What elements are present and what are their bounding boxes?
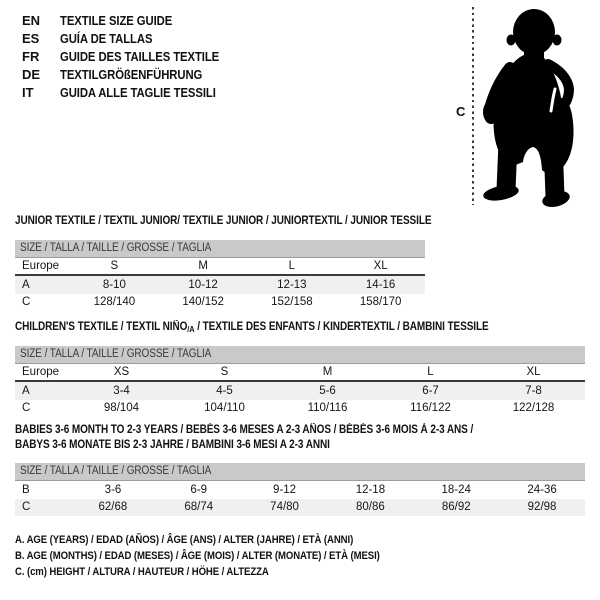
- language-row-de: [22, 65, 243, 83]
- children-title-subscript: /A: [187, 323, 195, 334]
- language-row-en: [22, 12, 243, 30]
- footnote-a: [15, 532, 434, 548]
- language-code: ES: [22, 31, 40, 47]
- row-label: C: [22, 296, 31, 309]
- size-cell: 8-10: [102, 278, 126, 291]
- size-header-text: SIZE / TALLA / TAILLE / GRÖSSE / TAGLIA: [20, 348, 212, 360]
- size-cell: 3-6: [104, 483, 122, 496]
- language-row-es: [22, 30, 243, 48]
- footnote-b-text: B. AGE (MONTHS) / EDAD (MESES) / ÂGE (MOIS) / ALTER (MONATE) / ETÀ (MESI): [15, 550, 380, 562]
- language-code: IT: [22, 84, 34, 100]
- row-label: A: [22, 384, 30, 397]
- junior-row-europe: [15, 258, 425, 276]
- size-cell: 7-8: [525, 384, 542, 397]
- children-size-table: [15, 346, 585, 417]
- toddler-silhouette-icon: [480, 4, 600, 209]
- size-cell: XL: [526, 366, 541, 378]
- babies-title-line1-text: BABIES 3-6 MONTH TO 2-3 YEARS / BEBÉS 3-6 MESES A 2-3 AÑOS / BÉBÉS 3-6 MOIS À 2-3 ANS /: [15, 424, 474, 436]
- babies-table-title: [15, 423, 542, 452]
- size-cell: M: [198, 260, 208, 272]
- size-cell: 10-12: [188, 278, 218, 291]
- footnote-b: [15, 548, 434, 564]
- junior-size-table: [15, 240, 425, 311]
- children-size-header-bar: [15, 346, 585, 364]
- size-cell: 152/158: [271, 296, 313, 309]
- size-cell: 62/68: [98, 501, 128, 514]
- size-cell: 98/104: [103, 402, 140, 415]
- babies-size-header-bar: [15, 463, 585, 481]
- size-cell: XS: [113, 366, 130, 378]
- size-cell: 14-16: [365, 278, 396, 291]
- children-row-europe: [15, 364, 585, 382]
- children-title-post: / TEXTILE DES ENFANTS / KINDERTEXTIL / BAMBINI TESSILE: [194, 321, 489, 333]
- size-cell: XL: [373, 260, 388, 272]
- size-header-text: SIZE / TALLA / TAILLE / GRÖSSE / TAGLIA: [20, 465, 212, 477]
- height-marker-label: C: [456, 104, 466, 119]
- size-cell: 4-5: [216, 384, 233, 397]
- language-code: DE: [22, 66, 41, 82]
- language-title: GUÍA DE TALLAS: [60, 31, 153, 47]
- junior-table-title: [15, 215, 494, 227]
- size-cell: 6-7: [422, 384, 439, 397]
- footnotes: [15, 532, 434, 580]
- footnote-c: [15, 564, 434, 580]
- language-row-it: [22, 83, 243, 101]
- size-cell: 18-24: [441, 483, 471, 496]
- height-dashed-line: [472, 7, 474, 205]
- size-cell: 74/80: [270, 501, 299, 514]
- row-label: C: [22, 402, 31, 415]
- size-cell: 5-6: [319, 384, 336, 397]
- language-row-fr: [22, 48, 243, 66]
- babies-row-height: [15, 499, 585, 517]
- babies-title-line1: [15, 423, 542, 438]
- size-cell: 6-9: [190, 483, 208, 496]
- size-cell: M: [322, 366, 333, 378]
- row-label: C: [22, 501, 31, 514]
- row-label: B: [22, 483, 30, 496]
- size-cell: 68/74: [184, 501, 214, 514]
- size-cell: 128/140: [93, 296, 136, 309]
- babies-title-line2: [15, 438, 542, 453]
- children-table-title-text: [15, 321, 489, 333]
- size-cell: 12-13: [277, 278, 307, 291]
- size-cell: L: [427, 366, 434, 378]
- size-cell: L: [288, 260, 296, 272]
- size-cell: S: [110, 260, 119, 272]
- language-title: GUIDE DES TAILLES TEXTILE: [60, 48, 220, 64]
- junior-table-title-text: JUNIOR TEXTILE / TEXTIL JUNIOR/ TEXTILE JUNIOR / JUNIORTEXTIL / JUNIOR TESSILE: [15, 215, 432, 227]
- language-title: TEXTILE SIZE GUIDE: [60, 13, 173, 29]
- size-cell: 3-4: [113, 384, 130, 397]
- babies-row-months: [15, 481, 585, 499]
- children-table-title: [15, 321, 559, 333]
- row-label: Europe: [22, 260, 60, 272]
- children-row-age: [15, 382, 585, 400]
- row-label: A: [22, 278, 30, 291]
- junior-row-height: [15, 294, 425, 312]
- language-title: TEXTILGRÖßENFÜHRUNG: [60, 66, 203, 82]
- size-cell: 86/92: [441, 501, 471, 514]
- size-cell: 9-12: [273, 483, 297, 496]
- size-cell: 140/152: [182, 296, 224, 309]
- size-cell: 122/128: [512, 402, 555, 415]
- language-code: EN: [22, 13, 41, 29]
- size-header-text: SIZE / TALLA / TAILLE / GRÖSSE / TAGLIA: [20, 242, 212, 254]
- junior-row-age: [15, 276, 425, 294]
- size-cell: 116/122: [410, 402, 451, 415]
- size-cell: 158/170: [359, 296, 402, 309]
- size-cell: S: [220, 366, 229, 378]
- children-row-height: [15, 400, 585, 418]
- babies-title-line2-text: BABYS 3-6 MONATE BIS 2-3 JAHRE / BAMBINI 3-6 MESI A 2-3 ANNI: [15, 438, 330, 451]
- footnote-a-text: A. AGE (YEARS) / EDAD (AÑOS) / ÂGE (ANS) / ALTER (JAHRE) / ETÀ (ANNI): [15, 534, 354, 546]
- size-cell: 92/98: [527, 501, 557, 514]
- size-cell: 24-36: [527, 483, 557, 496]
- children-title-pre: CHILDREN'S TEXTILE / TEXTIL NIÑO: [15, 321, 188, 333]
- size-cell: 12-18: [355, 483, 386, 496]
- footnote-c-text: C. (cm) HEIGHT / ALTURA / HAUTEUR / HÖHE / ALTEZZA: [15, 566, 269, 578]
- babies-size-table: [15, 463, 585, 516]
- language-list: [22, 12, 243, 101]
- row-label: Europe: [22, 366, 60, 378]
- junior-size-header-bar: [15, 240, 425, 258]
- size-cell: 104/110: [204, 402, 245, 415]
- size-cell: 80/86: [356, 501, 385, 514]
- language-code: FR: [22, 48, 40, 64]
- language-title: GUIDA ALLE TAGLIE TESSILI: [60, 84, 216, 100]
- size-cell: 110/116: [307, 402, 348, 415]
